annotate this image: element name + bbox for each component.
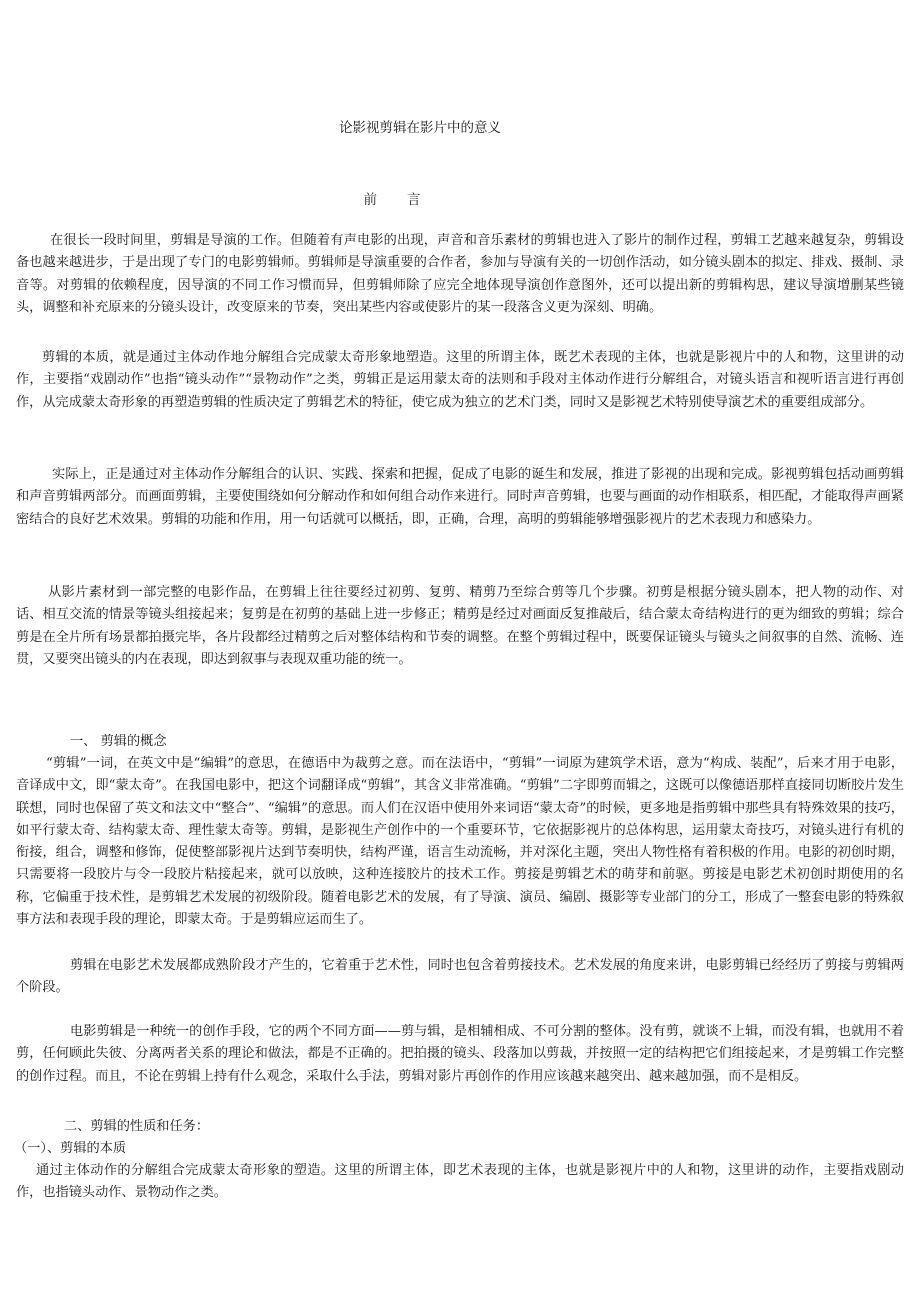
section-heading-concept: 一、 剪辑的概念 — [70, 734, 167, 749]
preface-char-2: 言 — [407, 192, 423, 208]
document-title: 论影视剪辑在影片中的意义 — [339, 120, 501, 136]
paragraph-8: 通过主体动作的分解组合完成蒙太奇形象的塑造。这里的所谓主体，即艺术表现的主体，也就是影视片中的人和物，这里讲的动作，主要指戏剧动作，也指镜头动作、景物动作之类。 — [16, 1163, 904, 1201]
paragraph-4: 从影片素材到一部完整的电影作品，在剪辑上往往要经过初剪、复剪、精剪乃至综合剪等几个步骤。初剪是根据分镜头剧本，把人物的动作、对话、相互交流的情景等镜头组接起来；复剪是在初剪的基础上进一步修正；精剪是经过对画面反复推敲后，结合蒙太奇结构进行的更为细致的剪辑；综合剪是在全片所有场景都拍摄完毕，各片段都经过精剪之后对整体结构和节奏的调整。在整个剪辑过程中，既要保证镜头与镜头之间叙事的自然、流畅、连贯，又要突出镜头的内在表现，即达到叙事与表现双重功能的统一。 — [16, 585, 904, 667]
subsection-heading-essence: （一）、剪辑的本质 — [14, 1141, 127, 1156]
paragraph-6: 剪辑在电影艺术发展都成熟阶段才产生的，它着重于艺术性，同时也包含着剪接技术。艺术发展的角度来讲，电影剪辑已经经历了剪接与剪辑两个阶段。 — [16, 958, 904, 996]
paragraph-3: 实际上，正是通过对主体动作分解组合的认识、实践、探索和把握，促成了电影的诞生和发展，推进了影视的出现和完成。影视剪辑包括动画剪辑和声音剪辑两部分。而画面剪辑，主要使围绕如何分解动作和如何组合动作来进行。同时声音剪辑，也要与画面的动作相联系，相匹配，才能取得声画紧密结合的良好艺术效果。剪辑的功能和作用，用一句话就可以概括，即，正确，合理，高明的剪辑能够增强影视片的艺术表现力和感染力。 — [16, 467, 904, 527]
paragraph-2: 剪辑的本质，就是通过主体动作地分解组合完成蒙太奇形象地塑造。这里的所谓主体，既艺术表现的主体，也就是影视片中的人和物，这里讲的动作，主要指“戏剧动作”也指“镜头动作”“景物动作”之类，剪辑正是运用蒙太奇的法则和手段对主体动作进行分解组合，对镜头语言和视听语言进行再创作，从完成蒙太奇形象的再塑造剪辑的性质决定了剪辑艺术的特征，使它成为独立的艺术门类，同时又是影视艺术特别使导演艺术的重要组成部分。 — [16, 350, 904, 410]
section-heading-nature: 二、剪辑的性质和任务： — [64, 1119, 210, 1134]
paragraph-5: “剪辑”一词，在英文中是“编辑”的意思，在德语中为裁剪之意。而在法语中，“剪辑”一词原为建筑学术语，意为“构成、装配”，后来才用于电影，音译成中文，即“蒙太奇”。在我国电影中，把这个词翻译成“剪辑”，其含义非常准确。“剪辑”二字即剪而辑之，这既可以像德语那样直接同切断胶片发生联想，同时也保留了英文和法文中“整合”、“编辑”的意思。而人们在汉语中使用外来词语“蒙太奇”的时候，更多地是指剪辑中那些具有特殊效果的技巧，如平行蒙太奇、结构蒙太奇、理性蒙太奇等。剪辑，是影视生产创作中的一个重要环节，它依据影视片的总体构思，运用蒙太奇技巧，对镜头进行有机的衔接，组合，调整和修饰，促使整部影视片达到节奏明快，结构严谨，语言生动流畅，并对深化主题，突出人物性格有着积极的作用。电影的初创时期，只需要将一段胶片与令一段胶片粘接起来，就可以放映，这种连接胶片的技术工作。剪接是剪辑艺术的萌芽和前驱。剪接是电影艺术初创时期使用的名称，它偏重于技术性，是剪辑艺术发展的初级阶段。随着电影艺术的发展，有了导演、演员、编剧、摄影等专业部门的分工，形成了一整套电影的特殊叙事方法和表现手段的理论，即蒙太奇。于是剪辑应运而生了。 — [16, 756, 904, 928]
paragraph-1: 在很长一段时间里，剪辑是导演的工作。但随着有声电影的出现，声音和音乐素材的剪辑也进入了影片的制作过程，剪辑工艺越来越复杂，剪辑设备也越来越进步，于是出现了专门的电影剪辑师。剪辑师是导演重要的合作者，参加与导演有关的一切创作活动，如分镜头剧本的拟定、排戏、摄制、录音等。对剪辑的依赖程度，因导演的不同工作习惯而异，但剪辑师除了应完全地体现导演创作意图外，还可以提出新的剪辑构思，建议导演增删某些镜头，调整和补充原来的分镜头设计，改变原来的节奏，突出某些内容或使影片的某一段落含义更为深刻、明确。 — [16, 233, 904, 315]
paragraph-7: 电影剪辑是一种统一的创作手段，它的两个不同方面——剪与辑，是相辅相成、不可分割的整体。没有剪，就谈不上辑，而没有辑，也就用不着剪，任何顾此失彼、分离两者关系的理论和做法，都是不正确的。把拍摄的镜头、段落加以剪裁，并按照一定的结构把它们组接起来，才是剪辑工作完整的创作过程。而且，不论在剪辑上持有什么观念，采取什么手法，剪辑对影片再创作的作用应该越来越突出、越来越加强，而不是相反。 — [16, 1024, 904, 1084]
preface-heading — [0, 188, 786, 208]
preface-char-1: 前 — [363, 192, 379, 208]
